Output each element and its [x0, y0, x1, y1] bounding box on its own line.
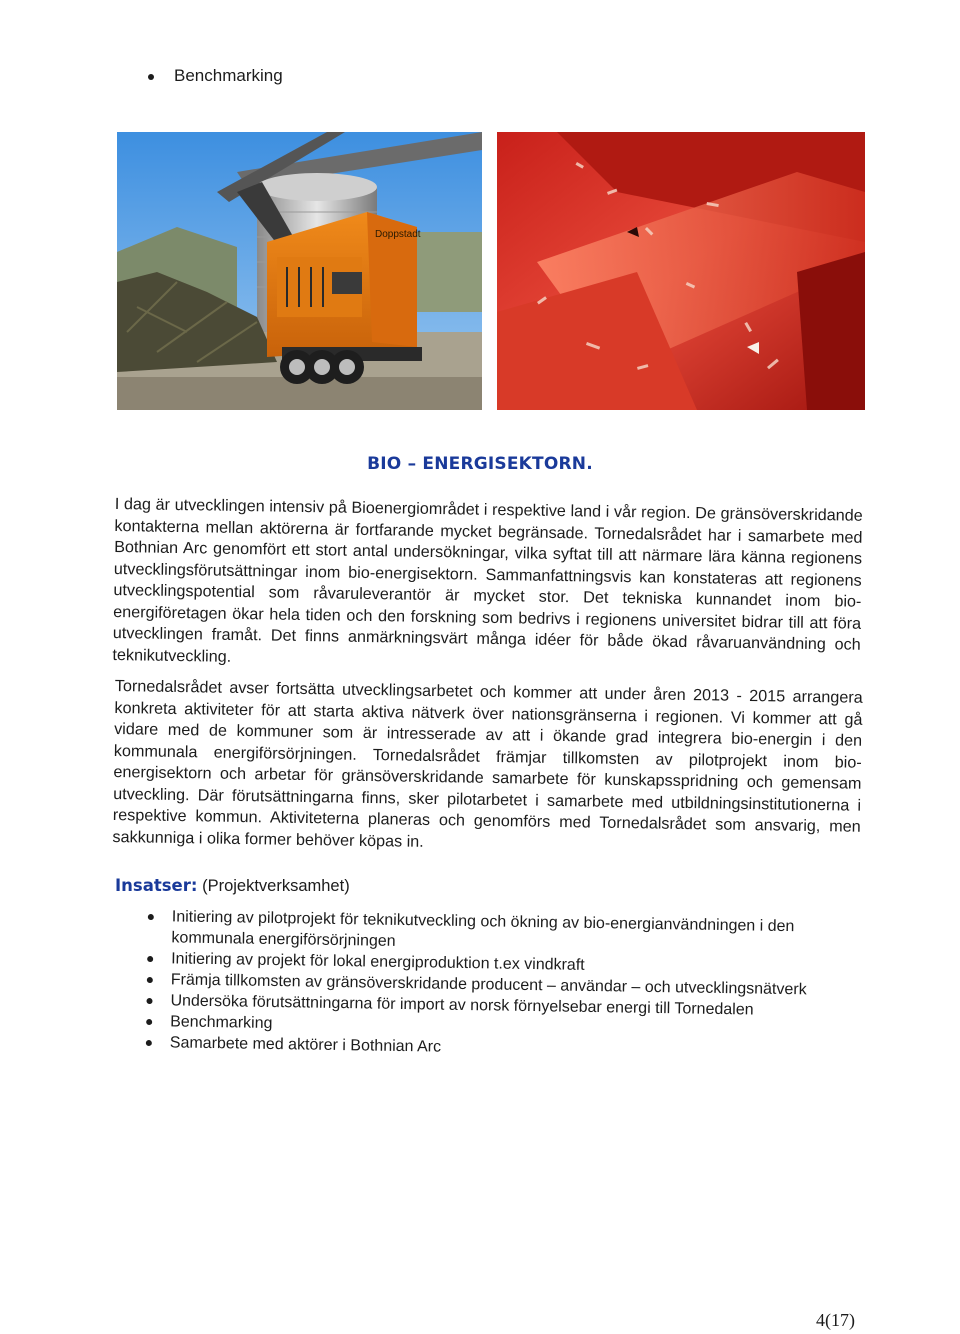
intro-paragraph: I dag är utvecklingen intensiv på Bioenergiområdet i respektive land i vår region. De gränsöverskridande kontakterna mellan aktörerna är fortfarande mycket begränsade. Tornedalsrådet har i samarbete med Bothnian Arc genomfört ett stort antal undersökningar, vilka syftat till att närmare lära känna regionens utvecklingsförutsättningar inom bio-energisektorn. Sammanfattningsvis kan konstateras att regionens utvecklingspotential som råvaruleverantör är mycket stor. Det tekniska kunnandet inom bio-energiföretagen ökar hela tiden och den forskning som bedrivs i regionens universitet bidrar till att föra utvecklingen framåt. Det finns anmärkningsvärt många idéer för både ökad råvaruanvändning och teknikutveckling.	[112, 494, 863, 666]
insatser-label: Insatser:	[115, 876, 198, 895]
list-item: Samarbete med aktörer i Bothnian Arc	[146, 1032, 866, 1064]
shredder-photo	[117, 132, 482, 410]
page-number: 4(17)	[816, 1310, 855, 1330]
bullet-icon	[148, 74, 154, 80]
plan-paragraph: Tornedalsrådet avser fortsätta utvecklingsarbetet och kommer att under åren 2013 - 2015 arrangera konkreta aktiviteter för att starta aktiva nätverk över nationsgränserna i regionen. Vi kommer att gå vidare med de kommuner som är intresserade av att i ökande grad integrera bio-energin i den kommunala energiförsörjningen. Tornedalsrådet främjar tillkomsten av pilotprojekt inom bio-energisektorn och arbetar för gränsöverskridande samarbete för kunskapsspridning och gemensam utveckling. Där förutsättningarna finns, sker pilotarbetet i samarbete med utbildningsinstitutionerna i respektive kommun. Aktiviteterna planeras och genomförs med Tornedalsrådet som ansvarig, men sakkunniga i olika former behöver köpas in.	[112, 676, 863, 851]
list-item: Initiering av projekt för lokal energiproduktion t.ex vindkraft	[147, 948, 867, 980]
top-bullet-item	[148, 66, 283, 86]
list-item: Initiering av pilotprojekt för teknikutveckling och ökning av bio-energianvändningen i den kommunala energiförsörjningen	[147, 906, 868, 959]
insatser-suffix: (Projektverksamhet)	[197, 877, 350, 895]
insatser-heading	[115, 876, 350, 896]
shredder-photo-image	[117, 132, 482, 410]
wood-chips-photo-image	[497, 132, 865, 410]
insatser-list	[146, 906, 868, 1064]
machine-brand-label: Doppstadt	[375, 229, 421, 240]
section-heading: BIO – ENERGISEKTORN.	[367, 454, 593, 474]
top-bullet-text: Benchmarking	[174, 66, 283, 85]
wood-chips-photo	[497, 132, 865, 410]
list-item: Undersöka förutsättningarna för import av norsk förnyelsebar energi till Tornedalen	[146, 990, 866, 1022]
list-item: Främja tillkomsten av gränsöverskridande producent – användar – och utvecklingsnätverk	[147, 969, 867, 1001]
list-item: Benchmarking	[146, 1011, 866, 1043]
